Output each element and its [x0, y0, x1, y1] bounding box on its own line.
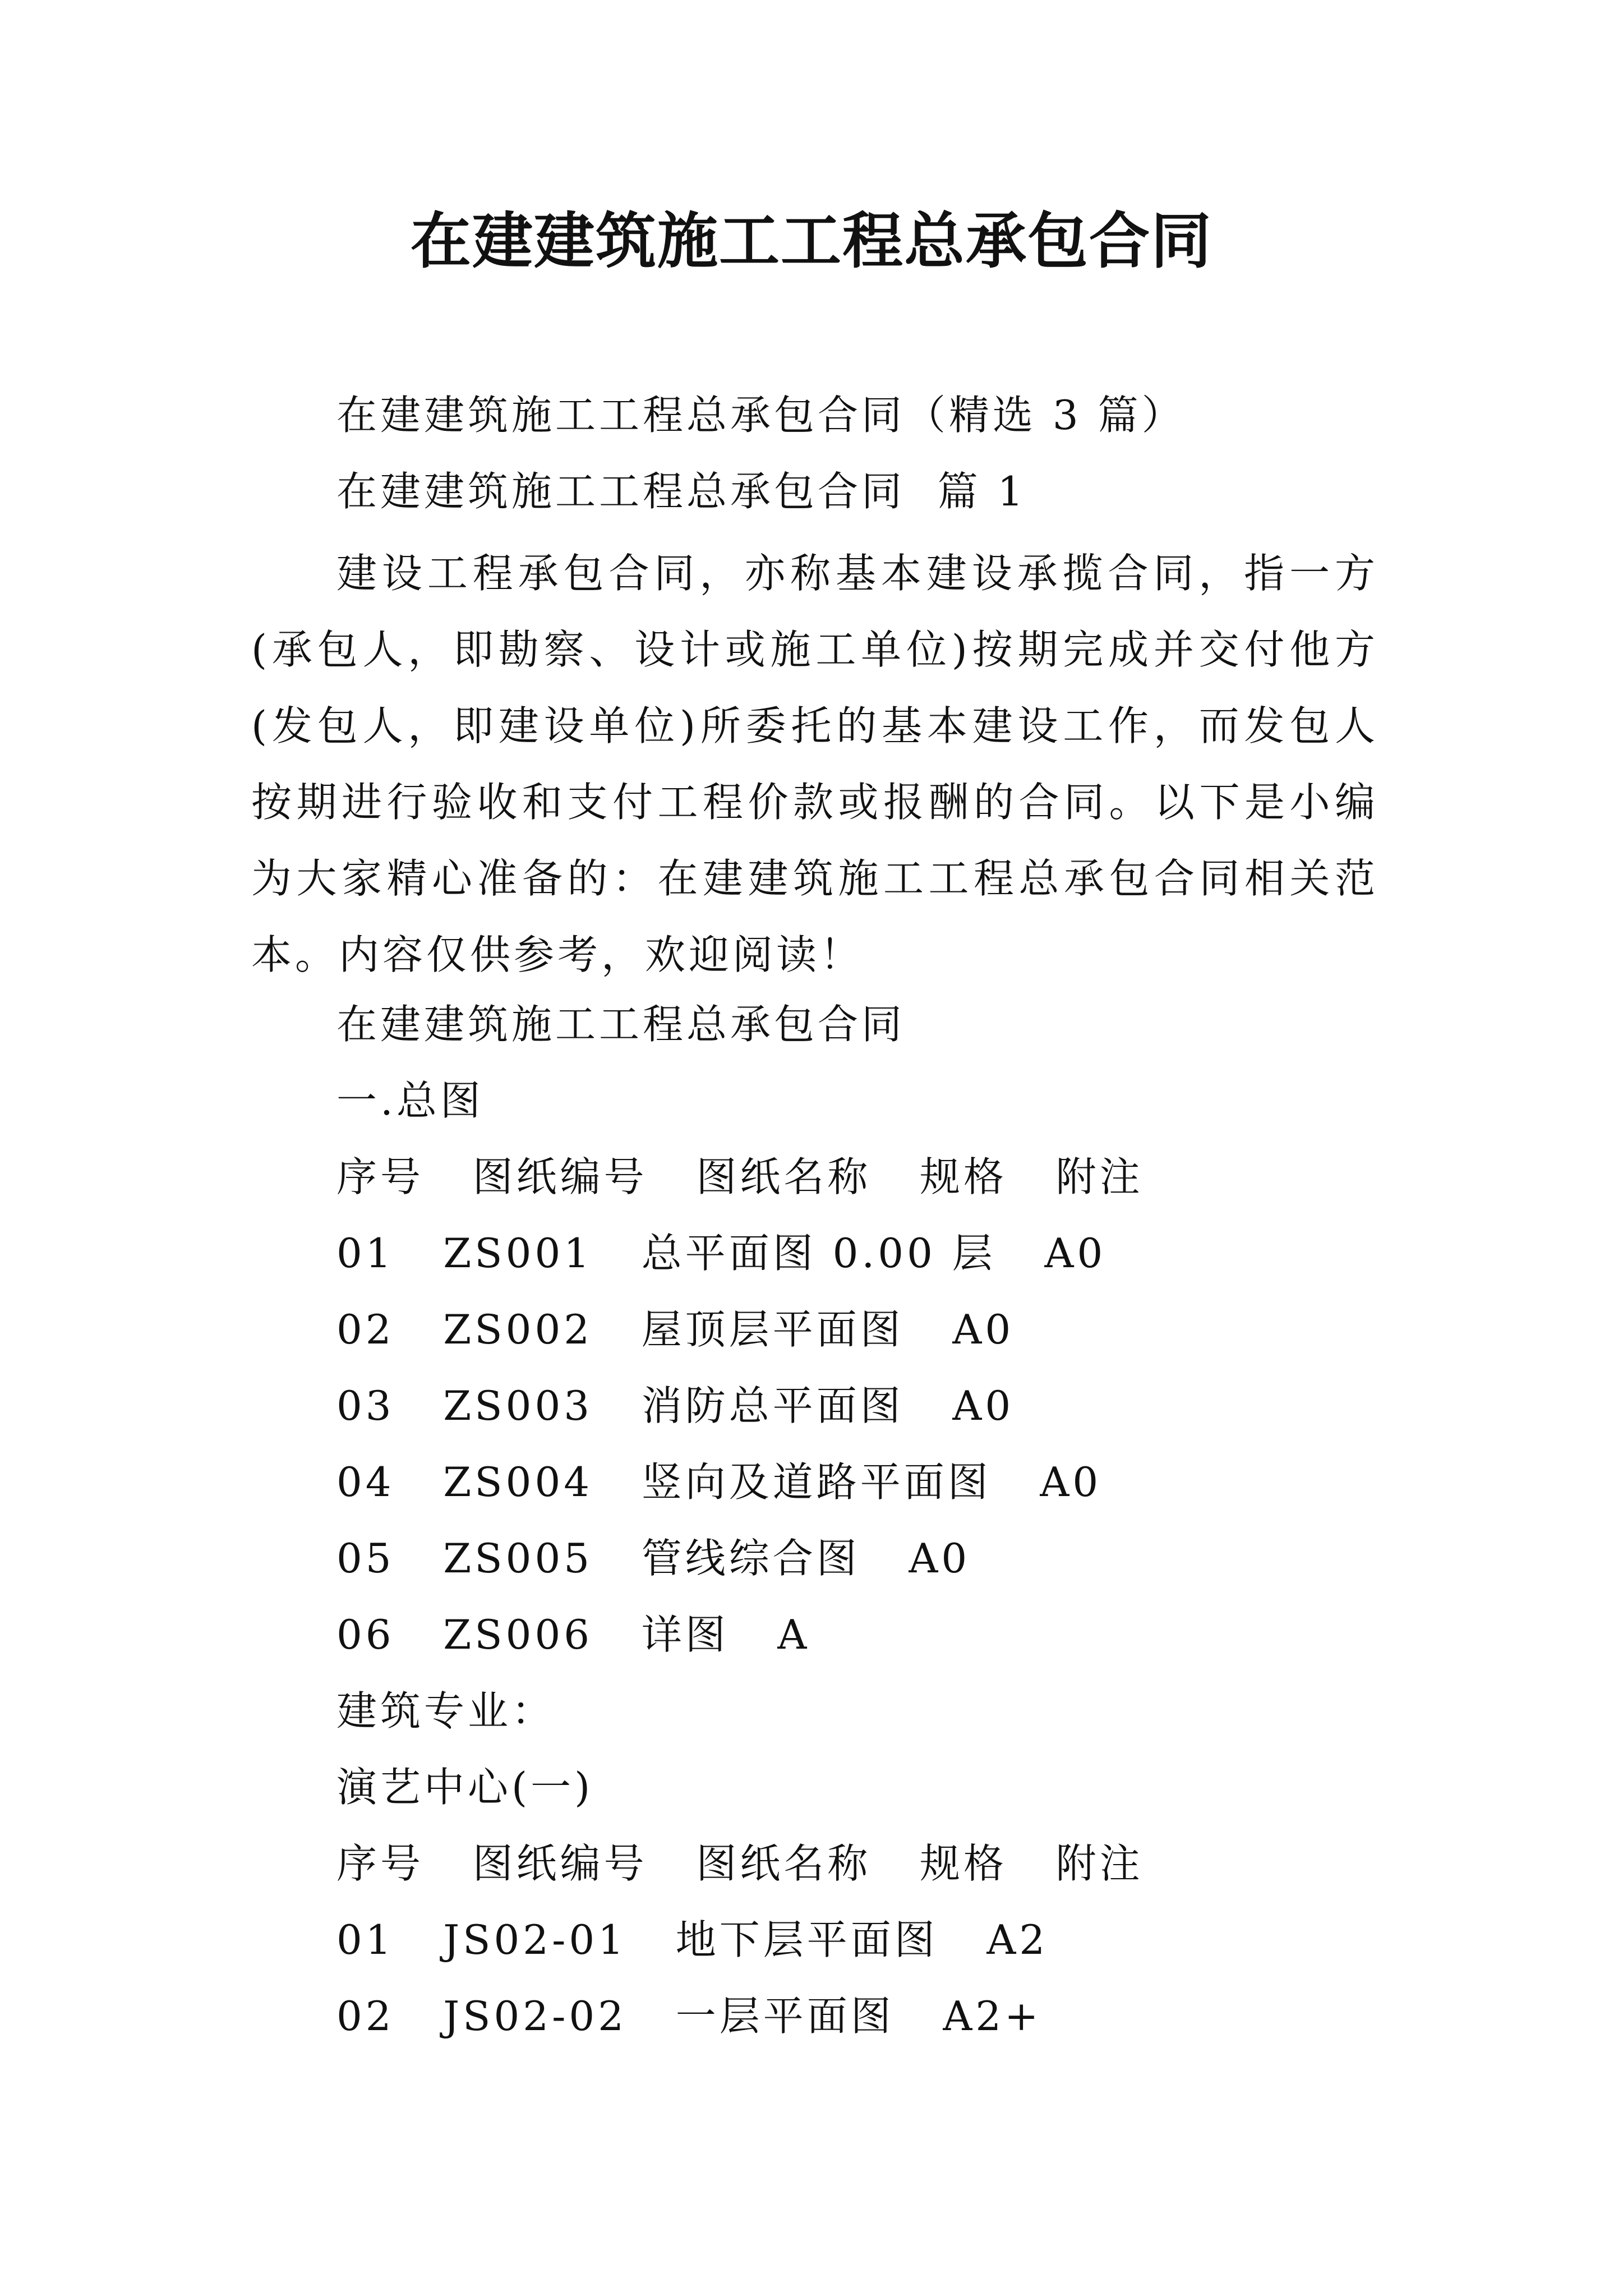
table-row: 01 ZS001 总平面图 0.00 层 A0	[336, 1230, 1106, 1277]
general-drawings-heading: 一.总图	[336, 1077, 484, 1124]
table-row: 02 ZS002 屋顶层平面图 A0	[336, 1306, 1015, 1353]
table-row: 01 JS02-01 地下层平面图 A2	[336, 1916, 1049, 1963]
table-row: 04 ZS004 竖向及道路平面图 A0	[336, 1458, 1102, 1506]
table-row: 02 JS02-02 一层平面图 A2+	[336, 1993, 1042, 2040]
table-row: 06 ZS006 详图 A	[336, 1611, 810, 1658]
table-row: 05 ZS005 管线综合图 A0	[336, 1535, 971, 1582]
section-heading: 在建建筑施工工程总承包合同 篇 1	[336, 468, 1027, 515]
table-row: 03 ZS003 消防总平面图 A0	[336, 1382, 1015, 1429]
intro-paragraph: 建设工程承包合同，亦称基本建设承揽合同，指一方(承包人，即勘察、设计或施工单位)按期完成并交付他方(发包人，即建设单位)所委托的基本建设工作，而发包人按期进行验收和支付工程价款或报酬的合同。以下是小编为大家精心准备的：在建建筑施工工程总承包合同相关范本。内容仅供参考，欢迎阅读！	[251, 550, 1378, 978]
document-title: 在建建筑施工工程总承包合同	[410, 206, 1212, 277]
performance-center-heading: 演艺中心(一)	[336, 1764, 594, 1811]
contract-name: 在建建筑施工工程总承包合同	[336, 1001, 906, 1048]
table-header: 序号 图纸编号 图纸名称 规格 附注	[336, 1153, 1144, 1200]
architecture-heading: 建筑专业：	[336, 1687, 556, 1734]
document-subtitle: 在建建筑施工工程总承包合同（精选 3 篇）	[336, 392, 1186, 439]
table-header: 序号 图纸编号 图纸名称 规格 附注	[336, 1840, 1144, 1887]
